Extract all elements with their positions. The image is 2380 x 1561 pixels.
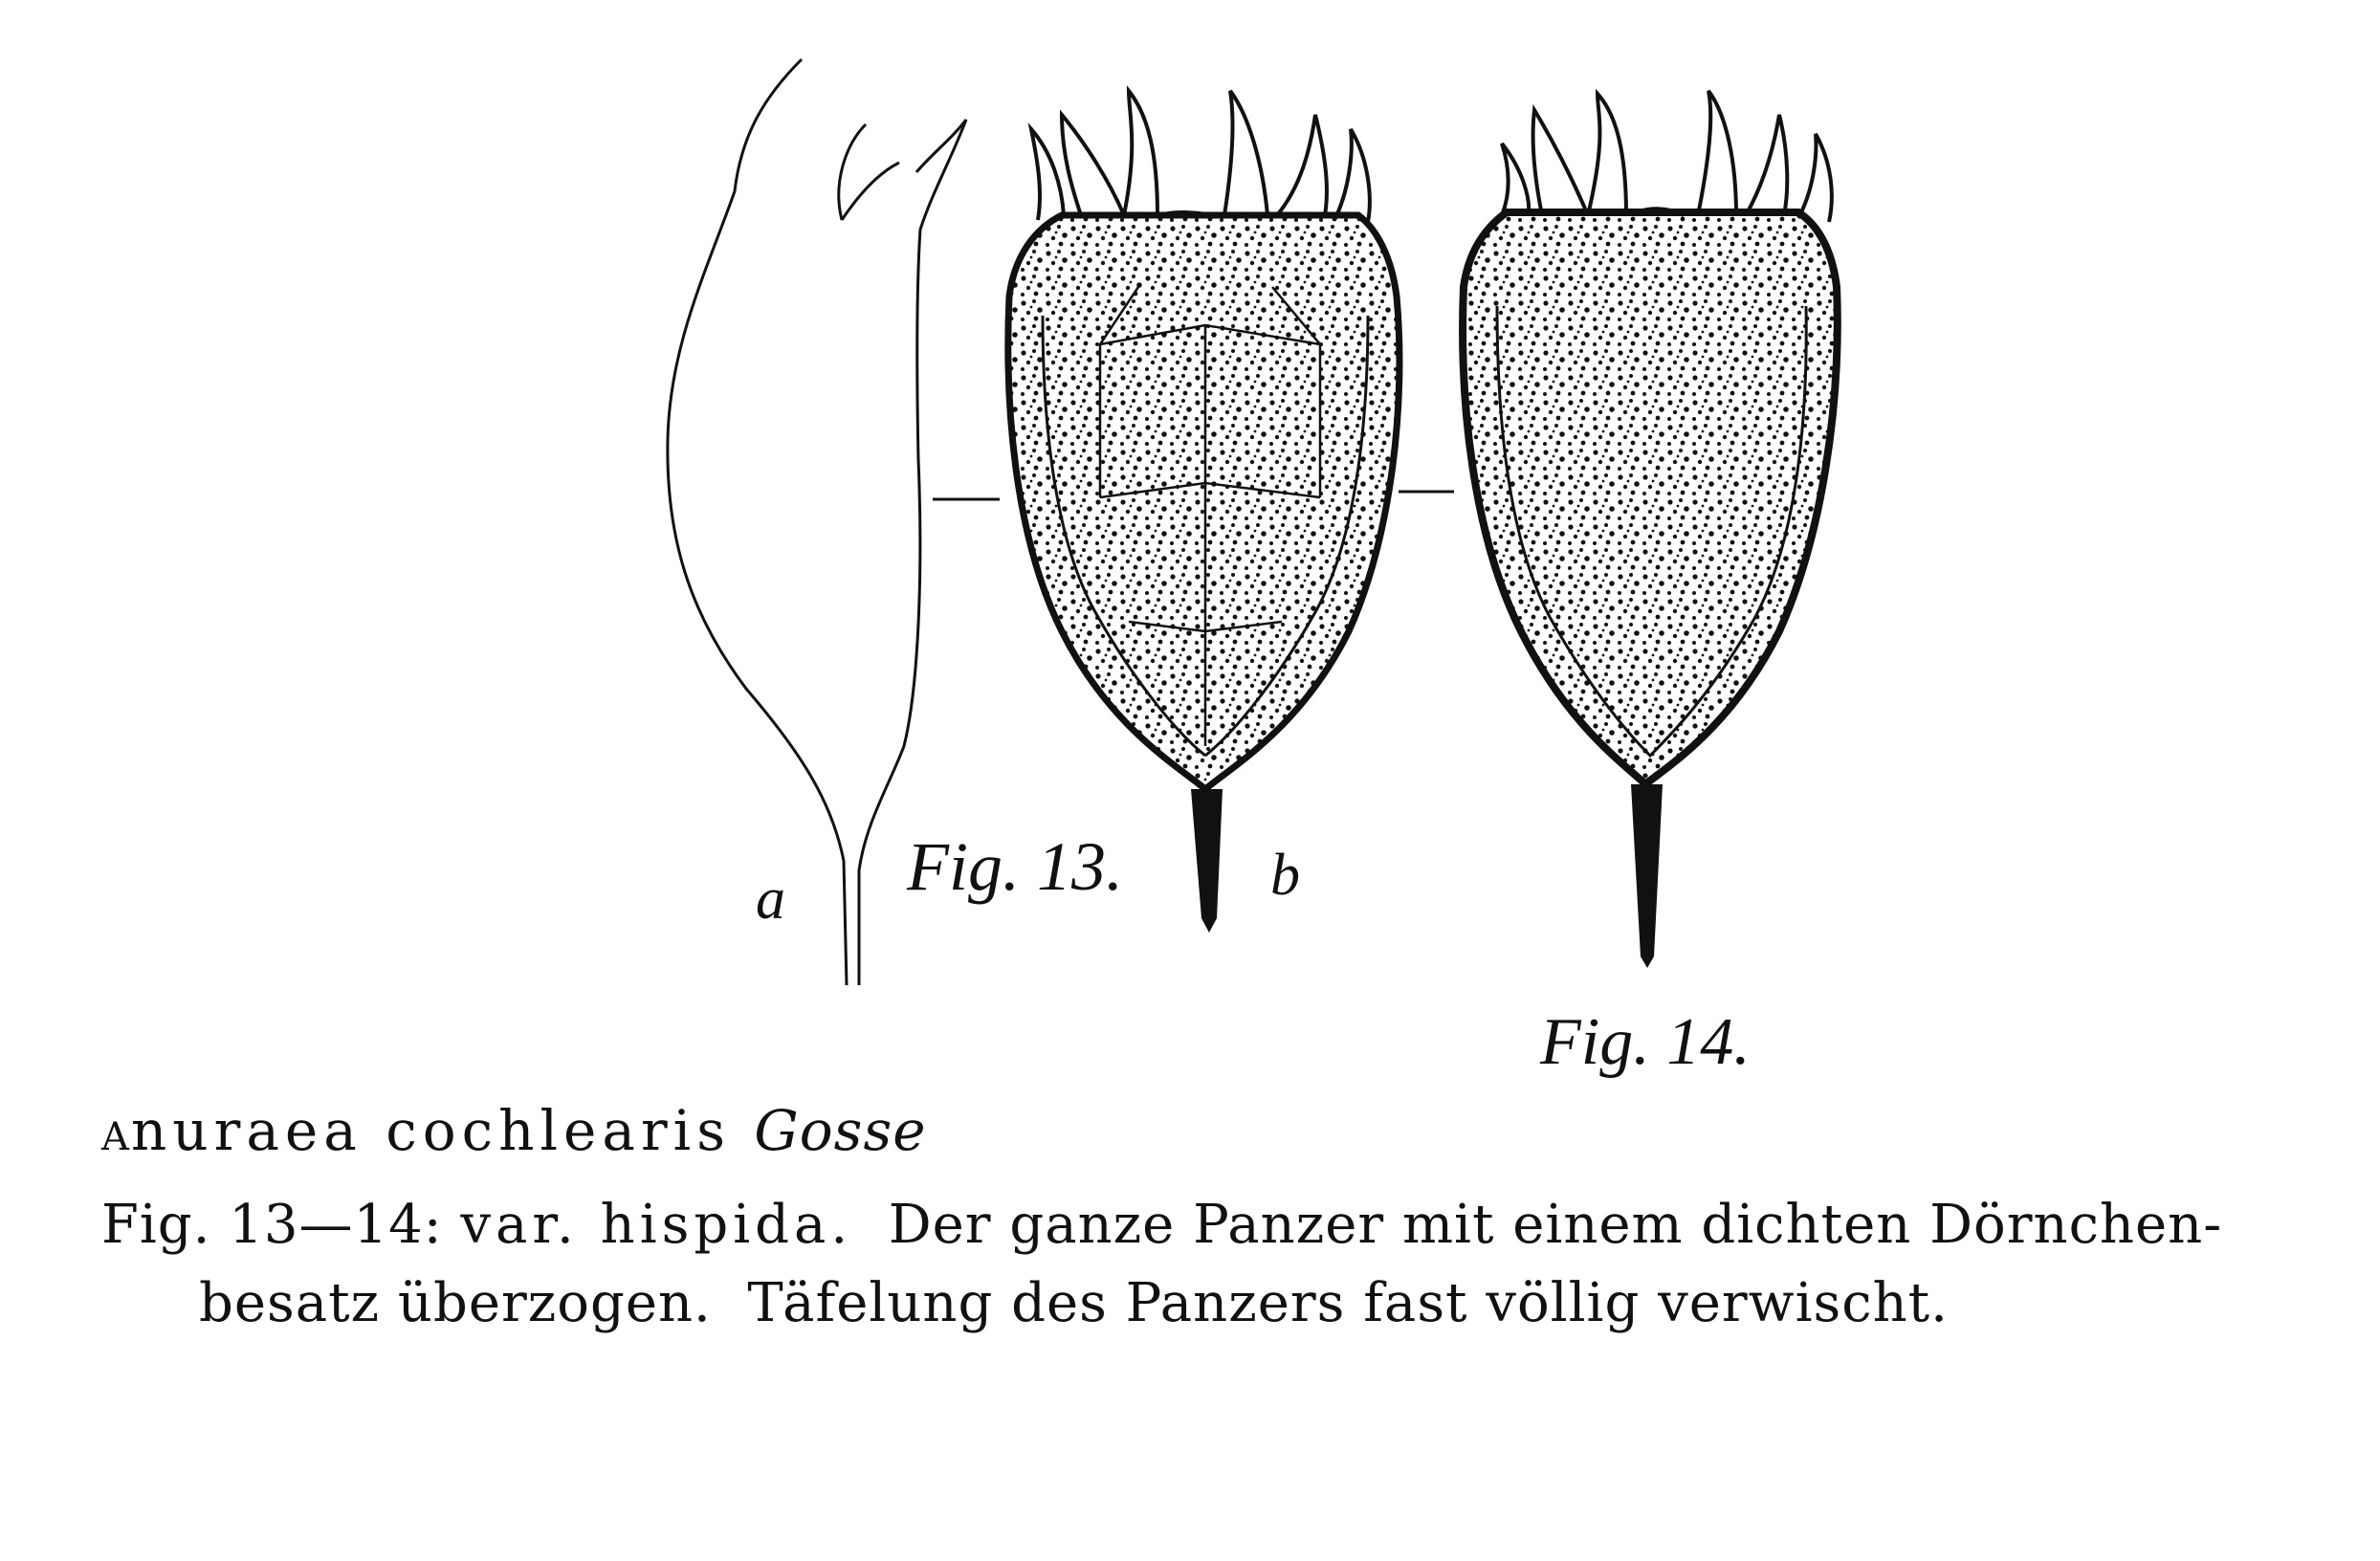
species-initial: A: [101, 1115, 131, 1159]
label-b: b: [1270, 843, 1300, 908]
caption-variety: var. hispida.: [460, 1194, 853, 1256]
fig14-label: Fig. 14.: [1540, 1005, 1751, 1079]
caption-fig-range: Fig. 13—14:: [101, 1194, 461, 1256]
species-author: Gosse: [754, 1098, 927, 1163]
species-name: nuraea cochlearis: [130, 1098, 731, 1163]
fig14-dorsal-view: [1463, 91, 1838, 968]
caption-line-2: besatz überzogen. Täfelung des Panzers fast völlig verwischt.: [199, 1272, 1949, 1334]
species-title: [101, 1098, 927, 1163]
fig13-b-dorsal-view: [1008, 91, 1399, 933]
label-a: a: [756, 867, 785, 932]
caption-line-1: [101, 1194, 2222, 1256]
caption-description-1: Der ganze Panzer mit einem dichten Dörnchen-: [852, 1194, 2223, 1256]
fig13-label: Fig. 13.: [907, 828, 1123, 905]
